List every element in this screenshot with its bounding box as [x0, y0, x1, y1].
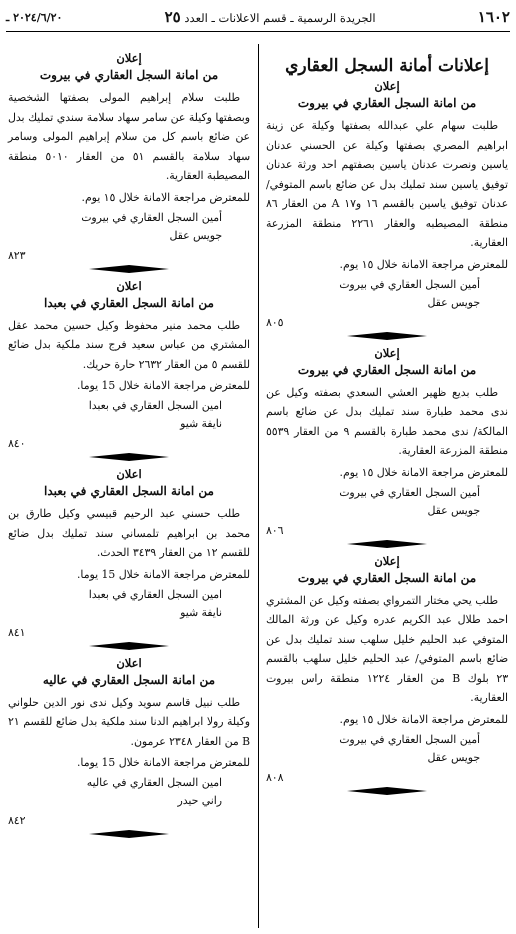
announcement-number: ٨٠٦ [266, 523, 284, 537]
issue-number: ٢٥ [164, 8, 181, 26]
announcement-number: ٨٤٠ [8, 437, 26, 450]
objection-notice: للمعترض مراجعة الامانة خلال ١٥ يوم. [339, 257, 508, 271]
announcement-body: طلبت سهام علي عبدالله بصفتها وكيلة عن زينة ابراهيم المصري بصفتها وكيلة عن الحسني عدنان ياسين ونصرت عدنان ياسين بصفتهم احد ورثة عدنان توفيق ياسين سند تمليك بدل عن ضائع باسم المتوفي/ عدنان توفيق ياسين بالقسم ١٦ و١٧ A من العقار ٨٦ منطقة المصيطبه والعقار ٢٢٦١ منطقة المزرعة العقارية. [266, 119, 509, 249]
header-title [62, 8, 477, 26]
announcement-body: طلب حسني عبد الرحيم قبيسي وكيل طارق بن محمد بن ابراهيم تلمساني سند تمليك بدل ضائع للقسم ١٢ من العقار ٣٤٣٩ الحدث. [8, 507, 250, 559]
signatory-title: أمين السجل العقاري في بيروت [339, 732, 480, 746]
ornament-divider [8, 642, 250, 650]
signatory-name: جويس عقل [427, 503, 480, 517]
announcement-number: ٨٠٨ [266, 770, 284, 784]
announcement-body: طلب نبيل قاسم سويد وكيل ندى نور الدين حلواني وكيلة رولا ابراهيم الدنا سند ملكية بدل ضائع للقسم ٢١ B من العقار ٢٣٤٨ عرمون. [8, 695, 250, 748]
announcement-number: ٨٤١ [8, 625, 26, 639]
announcement [8, 279, 250, 462]
signatory-title: امين السجل العقاري في بعبدا [88, 587, 222, 601]
announcement-heading: إعلان [374, 553, 400, 568]
left-column [8, 48, 250, 930]
announcement-heading: اعلان [116, 467, 142, 481]
signatory-title: امين السجل العقاري في بعبدا [88, 399, 222, 412]
announcement-subheading: من امانة السجل العقاري في بيروت [297, 570, 477, 585]
signatory-name: جويس عقل [427, 750, 480, 764]
objection-notice: للمعترض مراجعة الامانة خلال 15 يوما. [77, 379, 250, 392]
announcement-body: طلب يحي مختار التمرواي بصفته وكيل عن المشتري احمد طلال عبد الكريم عدره وكيل عن ورثة المالك المتوفي عبد الحليم خليل سلهب سند تمليك بدل عن ضائع باسم المتوفي/ عبد الحليم خليل سلهب بالقسم ٢٣ بلوك B من العقار ١٢٢٤ منطقة راس بيروت العقارية. [266, 593, 508, 704]
announcement-body: طلب محمد منير محفوظ وكيل حسين محمد عقل المشتري من عباس سعيد فرج سند ملكية بدل ضائع للقسم ٥ من العقار ٢٦٣٢ حارة حريك. [8, 318, 250, 371]
announcement [266, 79, 508, 340]
ornament-divider [266, 332, 508, 340]
announcement [266, 554, 508, 795]
announcement [8, 656, 250, 839]
announcement-subheading: من امانة السجل العقاري في بعبدا [44, 295, 214, 310]
right-ads-list [266, 79, 508, 795]
announcement-subheading: من امانة السجل العقاري في بعبدا [44, 484, 214, 498]
signatory-name: نايفة شيو [180, 417, 222, 430]
signatory-title: أمين السجل العقاري في بيروت [339, 277, 480, 291]
announcement-number: ٨٢٣ [8, 248, 26, 262]
announcement [8, 467, 250, 650]
announcement-heading: إعلان [374, 345, 400, 360]
signatory-title: امين السجل العقاري في عاليه [86, 776, 222, 789]
signatory-title: أمين السجل العقاري في بيروت [81, 210, 222, 224]
announcement-heading: اعلان [116, 655, 142, 670]
objection-notice: للمعترض مراجعة الامانة خلال ١٥ يوم. [339, 465, 508, 479]
announcement-subheading: من امانة السجل العقاري في بيروت [39, 68, 219, 82]
announcement-subheading: من امانة السجل العقاري في بيروت [297, 96, 477, 110]
ornament-divider [266, 787, 508, 795]
announcement-heading: إعلان [116, 51, 142, 65]
announcement-number: ٨٠٥ [266, 315, 284, 329]
announcement-subheading: من امانة السجل العقاري في بيروت [297, 362, 477, 377]
announcement-heading: إعلان [374, 79, 400, 93]
page-header [6, 6, 510, 32]
issue-date: ٢٠٢٤/٦/٢٠ ـ [6, 10, 63, 24]
signatory-title: أمين السجل العقاري في بيروت [339, 485, 480, 499]
header-left-text: الجريدة الرسمية ـ قسم الاعلانات ـ العدد [184, 11, 376, 25]
left-ads-list [8, 51, 250, 838]
ornament-divider [266, 540, 508, 548]
signatory-name: راني حيدر [177, 794, 222, 807]
ornament-divider [8, 453, 250, 461]
objection-notice: للمعترض مراجعة الامانة خلال ١٥ يوم. [339, 712, 508, 726]
signatory-name: جويس عقل [427, 295, 480, 309]
section-title: إعلانات أمانة السجل العقاري [285, 56, 489, 76]
objection-notice: للمعترض مراجعة الامانة خلال 15 يوما. [77, 567, 250, 581]
ornament-divider [8, 830, 250, 838]
objection-notice: للمعترض مراجعة الامانة خلال 15 يوما. [77, 756, 250, 769]
column-rule [258, 44, 259, 928]
right-column [266, 48, 508, 930]
objection-notice: للمعترض مراجعة الامانة خلال ١٥ يوم. [81, 190, 250, 204]
signatory-name: نايفة شيو [180, 605, 222, 619]
announcement-number: ٨٤٢ [8, 814, 26, 827]
announcement-body: طلب بديع ظهير العشي السعدي بصفته وكيل عن ندى محمد طبارة سند تمليك بدل عن ضائع باسم المالكة/ ندى محمد طبارة بالقسم ٩ من العقار ٥٥٣٩ منطقة المزرعة العقارية. [266, 385, 509, 457]
page-number: ١٦٠٢ [477, 8, 510, 26]
announcement-subheading: من امانة السجل العقاري في عاليه [42, 672, 216, 687]
ornament-divider [8, 265, 250, 273]
signatory-name: جويس عقل [169, 228, 222, 242]
announcement-heading: اعلان [116, 278, 142, 293]
announcement [8, 51, 250, 273]
announcement-body: طلبت سلام إبراهيم المولى بصفتها الشخصية وبصفتها وكيلة عن سامر سهاد سلامة سندي تمليك بدل عن ضائع باسم كل من سلام إبراهيم المولى وسامر سهاد سلامة بالقسم ٥١ من العقار ٥٠١٠ منطقة المصيطبة العقارية. [8, 91, 251, 182]
announcement [266, 346, 508, 548]
